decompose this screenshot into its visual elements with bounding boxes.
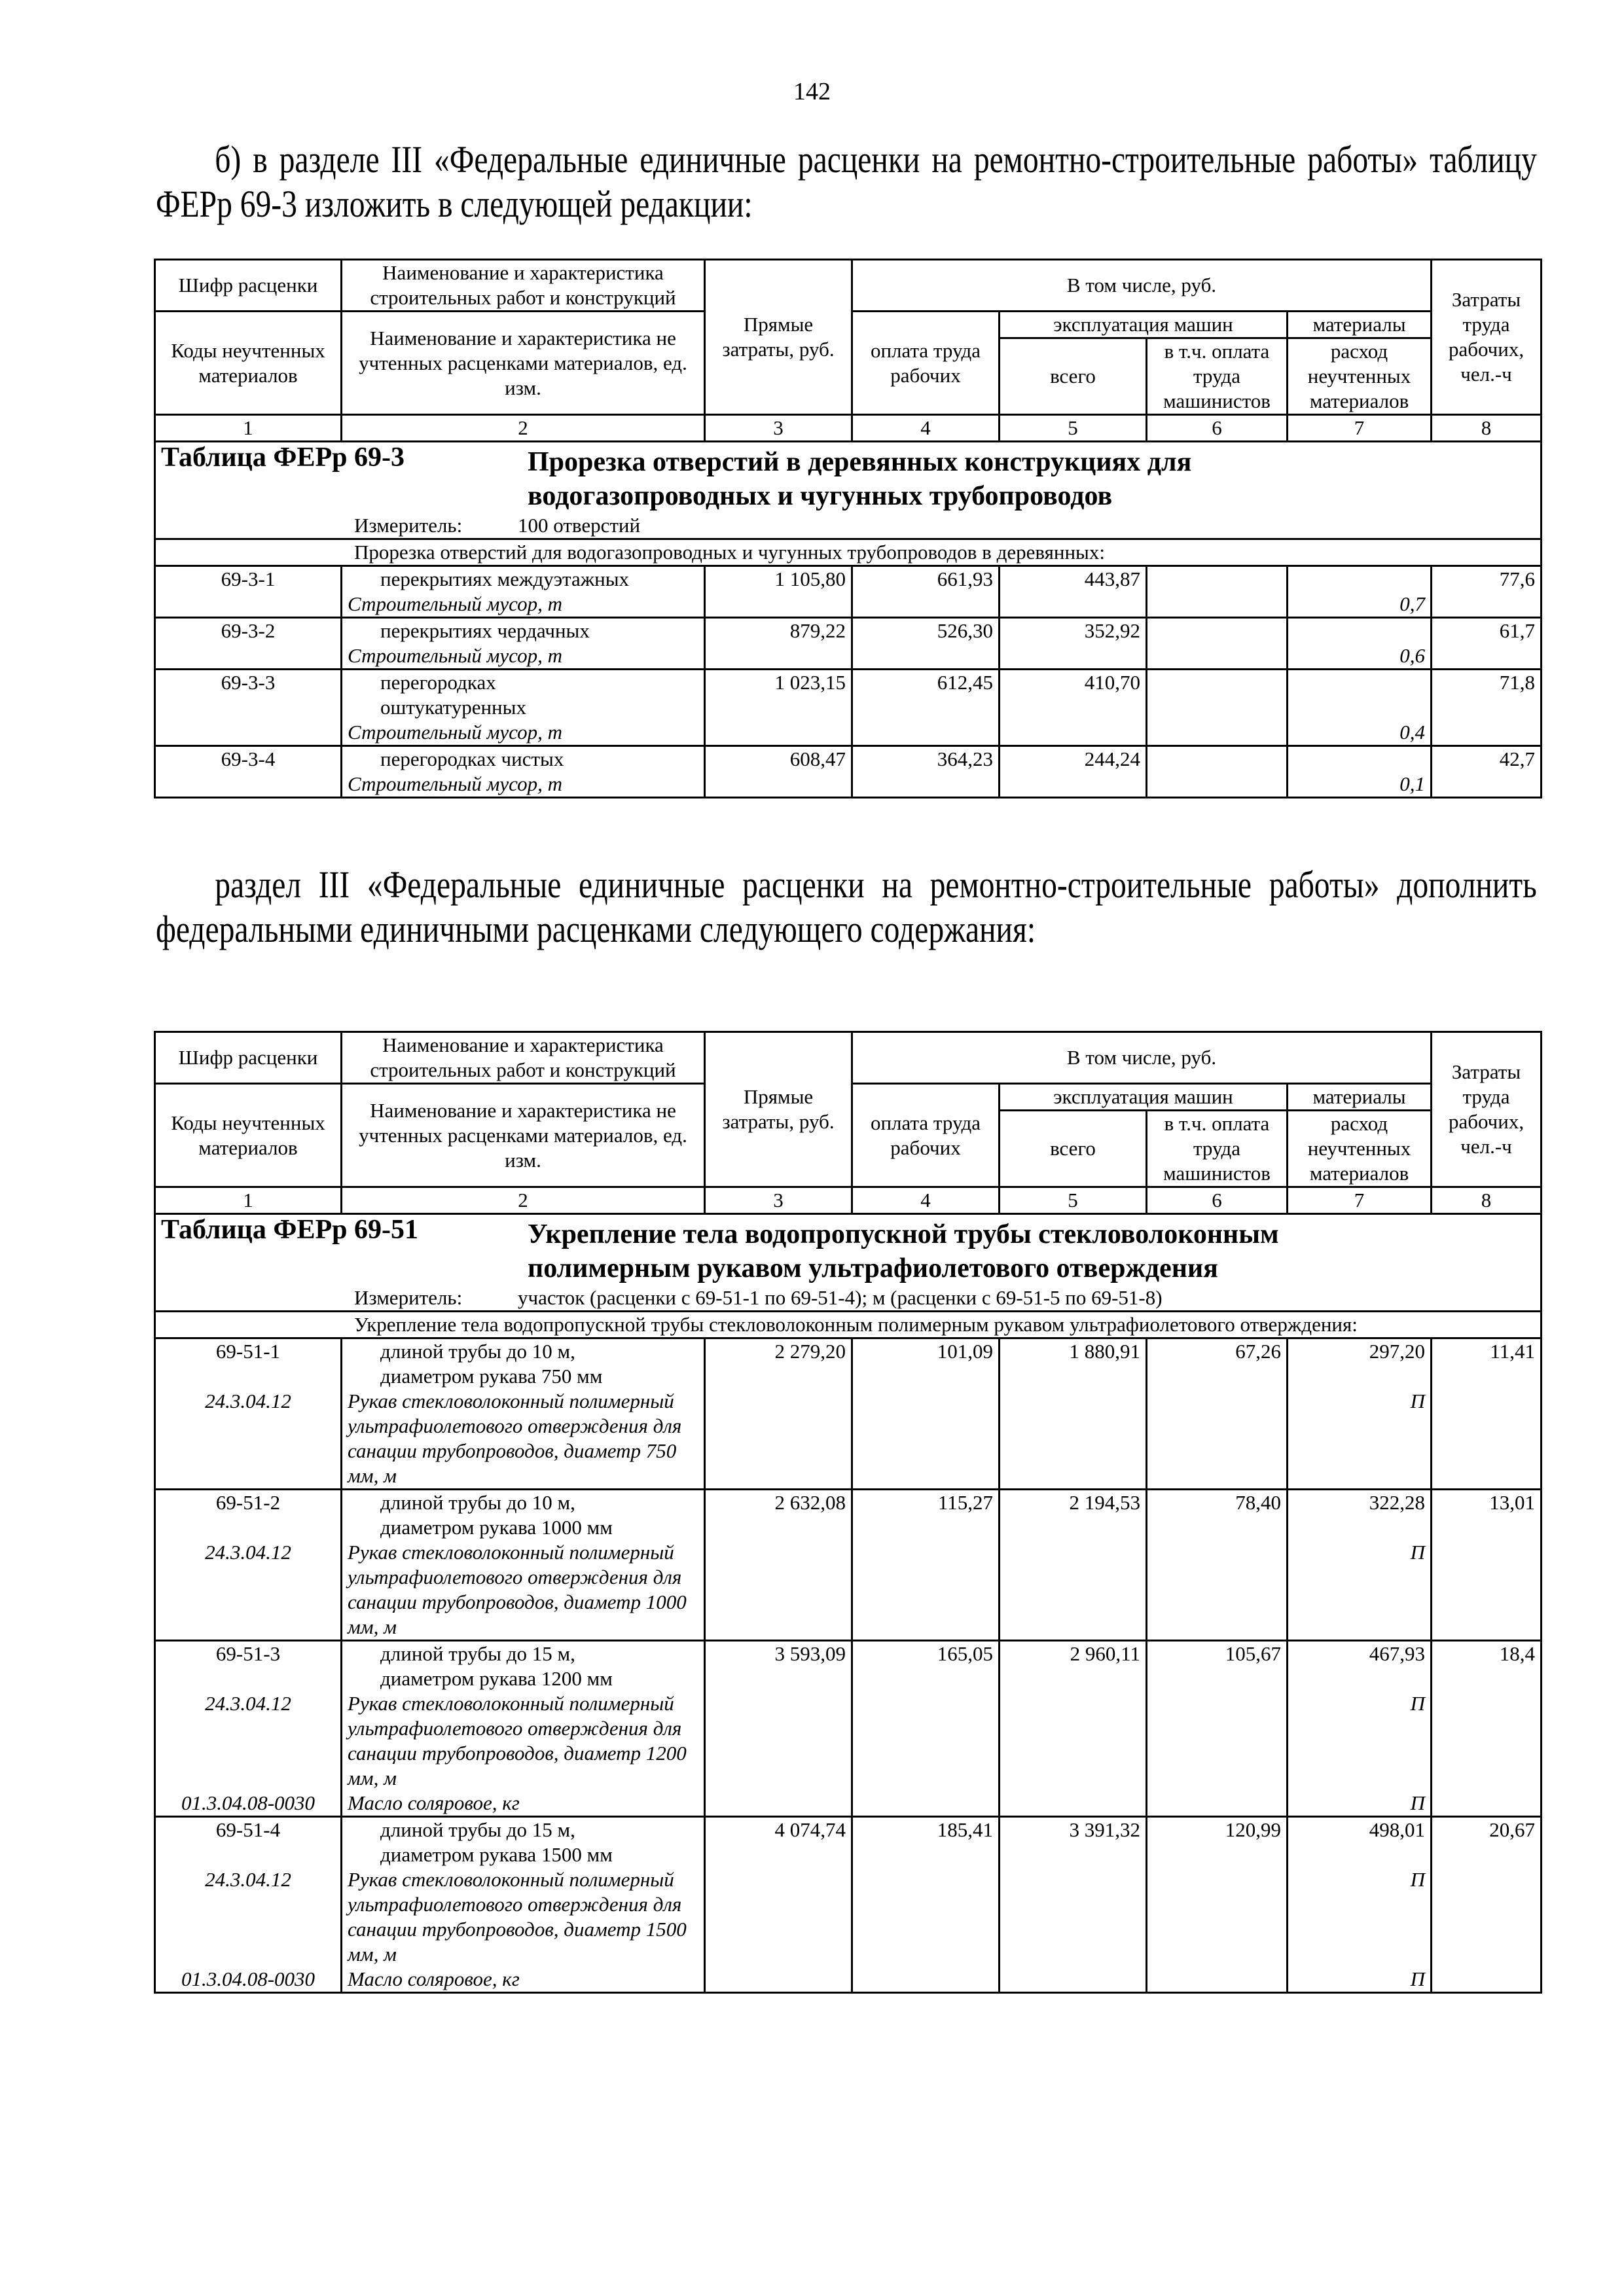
table-row: 69-3-1 перекрытиях междуэтажных Строительный мусор, т 1 105,80 661,93 443,87 0,7 77,6: [155, 566, 1542, 618]
table-row: 69-3-2 перекрытиях чердачных Строительный мусор, т 879,22 526,30 352,92 0,6 61,7: [155, 618, 1542, 670]
second-paragraph: раздел III «Федеральные единичные расценки на ремонтно-строительные работы» дополнить федеральными единичными расценками следующего содержания:: [156, 863, 1537, 950]
rate-code: 69-51-3: [215, 1642, 281, 1665]
table-label: Таблица ФЕРр 69-51: [161, 1215, 418, 1245]
table-title: Прорезка отверстий в деревянных конструкциях для водогазопроводных и чугунных трубопроводов: [528, 447, 1192, 511]
col-num: 4: [852, 1187, 1000, 1214]
header-code: Шифр расценки: [155, 260, 342, 312]
col-num: 8: [1432, 415, 1542, 442]
material-code: 24.3.04.12: [205, 1868, 291, 1891]
col-num: 6: [1147, 415, 1288, 442]
material-name: Строительный мусор, т: [348, 644, 563, 667]
table-row: 69-3-4 перегородках чистых Строительный мусор, т 608,47 364,23 244,24 0,1 42,7: [155, 746, 1542, 798]
col-num: 1: [155, 1187, 342, 1214]
header-mat-codes: Коды неучтенных материалов: [155, 1084, 342, 1187]
col-num: 2: [342, 415, 705, 442]
header-direct: Прямые затраты, руб.: [705, 260, 852, 415]
group-description-row: Прорезка отверстий для водогазопроводных и чугунных трубопроводов в деревянных:: [155, 539, 1542, 566]
column-numbers-row: [155, 1187, 1542, 1214]
material-name: Рукав стекловолоконный полимерный ультрафиолетового отверждения для санации трубопроводов, диаметр 1000 мм, м: [348, 1541, 687, 1638]
rates-table-69-3: [154, 259, 1542, 798]
header-machines: эксплуатация машин: [1000, 1084, 1288, 1111]
material-name: Строительный мусор, т: [348, 592, 563, 615]
rate-code: 69-3-4: [155, 746, 342, 798]
header-materials: материалы: [1288, 312, 1432, 338]
measure-line: Измеритель: 100 отверстий: [354, 514, 641, 537]
header-machines: эксплуатация машин: [1000, 312, 1288, 338]
column-numbers-row: [155, 415, 1542, 442]
rate-code: 69-3-2: [155, 618, 342, 670]
material-name: Рукав стекловолоконный полимерный ультрафиолетового отверждения для санации трубопроводов, диаметр 1200 мм, м: [348, 1692, 687, 1789]
material-name: Масло соляровое, кг: [348, 1967, 520, 1990]
col-num: 3: [705, 1187, 852, 1214]
col-num: 7: [1288, 1187, 1432, 1214]
table-header: [155, 260, 1542, 442]
table-title: Укрепление тела водопропускной трубы стекловолоконным полимерным рукавом ультрафиолетового отверждения: [528, 1219, 1279, 1283]
header-mat-names: Наименование и характеристика не учтенных расценками материалов, ед. изм.: [342, 1084, 705, 1187]
table-label: Таблица ФЕРр 69-3: [161, 442, 405, 473]
table-header: [155, 1032, 1542, 1214]
material-code: 01.3.04.08-0030: [181, 1791, 316, 1814]
header-incl: В том числе, руб.: [852, 260, 1432, 312]
rates-table-69-51: [154, 1031, 1542, 1994]
table-row: 69-3-3 перегородках оштукатуренных Строительный мусор, т 1 023,15 612,45 410,70 0,4 71,8: [155, 670, 1542, 746]
col-num: 1: [155, 415, 342, 442]
table-row: 69-51-4 24.3.04.12 01.3.04.08-0030 длиной трубы до 15 м, диаметром рукава 1500 мм Рукав стекловолоконный полимерный ультрафиолетового отверждения для санации трубопроводов, диаметр 1500 мм, м Масло соляровое, кг 4 074,74 185,41 3 391,32 120,99 498,01 П П 20,67: [155, 1817, 1542, 1993]
group-description-row: Укрепление тела водопропускной трубы стекловолоконным полимерным рукавом ультрафиолетового отверждения:: [155, 1312, 1542, 1338]
header-machines-total: всего: [1000, 338, 1147, 415]
table-row: 69-51-1 24.3.04.12 длиной трубы до 10 м, диаметром рукава 750 мм Рукав стекловолоконный полимерный ультрафиолетового отверждения для санации трубопроводов, диаметр 750 мм, м 2 279,20 101,09 1 880,91 67,26 297,20 П 11,41: [155, 1338, 1542, 1490]
material-code: 24.3.04.12: [205, 1541, 291, 1564]
measure-line: Измеритель: участок (расценки с 69-51-1 по 69-51-4); м (расценки с 69-51-5 по 69-51-8): [354, 1286, 1163, 1309]
material-name: Рукав стекловолоконный полимерный ультрафиолетового отверждения для санации трубопроводов, диаметр 1500 мм, м: [348, 1868, 687, 1965]
material-code: 24.3.04.12: [205, 1390, 291, 1412]
intro-paragraph: б) в разделе III «Федеральные единичные расценки на ремонтно-строительные работы» таблицу ФЕРр 69-3 изложить в следующей редакции:: [156, 138, 1537, 225]
table-row: 69-51-3 24.3.04.12 01.3.04.08-0030 длиной трубы до 15 м, диаметром рукава 1200 мм Рукав стекловолоконный полимерный ультрафиолетового отверждения для санации трубопроводов, диаметр 1200 мм, м Масло соляровое, кг 3 593,09 165,05 2 960,11 105,67 467,93 П П 18,4: [155, 1641, 1542, 1817]
header-direct: Прямые затраты, руб.: [705, 1032, 852, 1187]
col-num: 5: [1000, 415, 1147, 442]
header-labor-pay: оплата труда рабочих: [852, 312, 1000, 415]
col-num: 3: [705, 415, 852, 442]
rate-code: 69-3-3: [155, 670, 342, 746]
header-name: Наименование и характеристика строительных работ и конструкций: [342, 1032, 705, 1084]
header-labor-pay: оплата труда рабочих: [852, 1084, 1000, 1187]
table-row: 69-51-2 24.3.04.12 длиной трубы до 10 м, диаметром рукава 1000 мм Рукав стекловолоконный полимерный ультрафиолетового отверждения для санации трубопроводов, диаметр 1000 мм, м 2 632,08 115,27 2 194,53 78,40 322,28 П 13,01: [155, 1490, 1542, 1641]
header-code: Шифр расценки: [155, 1032, 342, 1084]
header-materials-usage: расход неучтенных материалов: [1288, 1111, 1432, 1187]
header-labor-cost: Затраты труда рабочих, чел.-ч: [1432, 260, 1542, 415]
col-num: 7: [1288, 415, 1432, 442]
header-materials-usage: расход неучтенных материалов: [1288, 338, 1432, 415]
rate-code: 69-51-4: [215, 1818, 281, 1841]
col-num: 6: [1147, 1187, 1288, 1214]
header-labor-cost: Затраты труда рабочих, чел.-ч: [1432, 1032, 1542, 1187]
col-num: 4: [852, 415, 1000, 442]
header-name: Наименование и характеристика строительных работ и конструкций: [342, 260, 705, 312]
table-title-row: [155, 1214, 1542, 1312]
rate-code: 69-3-1: [155, 566, 342, 618]
col-num: 2: [342, 1187, 705, 1214]
material-name: Строительный мусор, т: [348, 772, 563, 795]
col-num: 5: [1000, 1187, 1147, 1214]
col-num: 8: [1432, 1187, 1542, 1214]
rate-code: 69-51-2: [215, 1491, 281, 1514]
header-mat-codes: Коды неучтенных материалов: [155, 312, 342, 415]
header-machines-total: всего: [1000, 1111, 1147, 1187]
header-machines-labor: в т.ч. оплата труда машинистов: [1147, 1111, 1288, 1187]
table-title-row: [155, 442, 1542, 539]
page-number: 142: [793, 78, 831, 105]
header-materials: материалы: [1288, 1084, 1432, 1111]
header-incl: В том числе, руб.: [852, 1032, 1432, 1084]
header-mat-names: Наименование и характеристика не учтенных расценками материалов, ед. изм.: [342, 312, 705, 415]
material-name: Масло соляровое, кг: [348, 1791, 520, 1814]
material-code: 01.3.04.08-0030: [181, 1967, 316, 1990]
header-machines-labor: в т.ч. оплата труда машинистов: [1147, 338, 1288, 415]
material-code: 24.3.04.12: [205, 1692, 291, 1715]
material-name: Рукав стекловолоконный полимерный ультрафиолетового отверждения для санации трубопроводов, диаметр 750 мм, м: [348, 1390, 682, 1487]
rate-code: 69-51-1: [215, 1340, 281, 1363]
material-name: Строительный мусор, т: [348, 721, 563, 744]
